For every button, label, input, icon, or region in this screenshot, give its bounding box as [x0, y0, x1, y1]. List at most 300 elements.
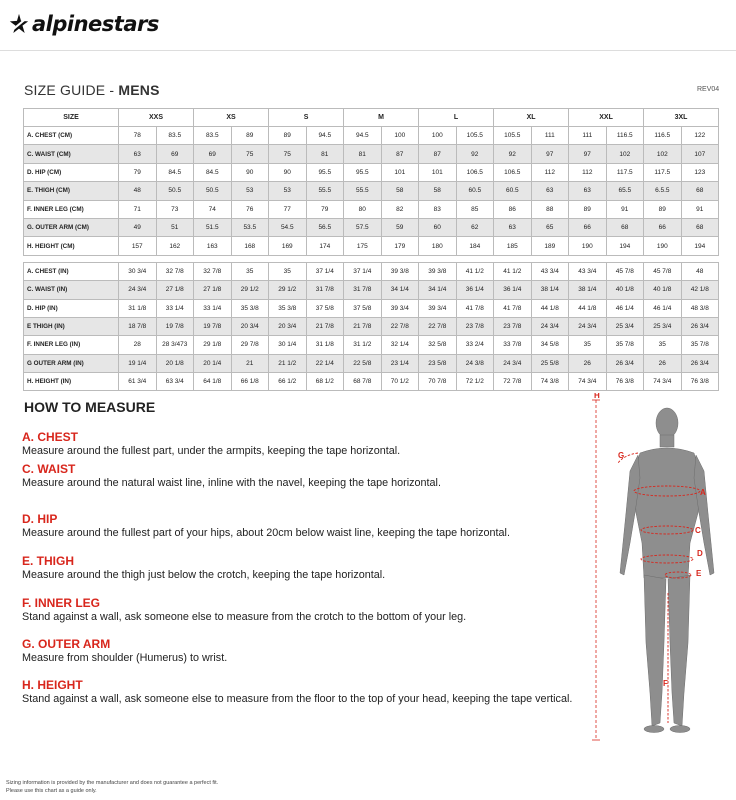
table-cell: 74 3/4	[569, 373, 607, 391]
table-cell: 34 5/8	[531, 336, 569, 354]
row-label: F. INNER LEG (IN)	[24, 336, 119, 354]
table-cell: 50.5	[194, 182, 232, 200]
table-cell: 69	[156, 145, 194, 163]
table-cell: 89	[644, 200, 682, 218]
row-label: G OUTER ARM (IN)	[24, 354, 119, 372]
table-cell: 80	[344, 200, 382, 218]
table-cell: 62	[456, 218, 494, 236]
table-cell: 36 1/4	[456, 281, 494, 299]
table-cell: 40 1/8	[606, 281, 644, 299]
table-cell: 29 1/8	[194, 336, 232, 354]
label-e: E	[696, 569, 702, 578]
size-header-label: SIZE	[24, 109, 119, 127]
table-cell: 63	[531, 182, 569, 200]
table-row	[24, 373, 719, 391]
table-cell: 49	[119, 218, 157, 236]
table-cell: 66 1/2	[269, 373, 307, 391]
table-cell: 19 1/4	[119, 354, 157, 372]
brand-name: alpinestars	[32, 12, 159, 36]
table-cell: 25 5/8	[531, 354, 569, 372]
table-cell: 111	[531, 127, 569, 145]
table-cell: 194	[606, 237, 644, 255]
table-cell: 26	[644, 354, 682, 372]
table-cell: 190	[644, 237, 682, 255]
table-cell: 58	[381, 182, 419, 200]
table-cell: 175	[344, 237, 382, 255]
table-cell: 26 3/4	[606, 354, 644, 372]
table-cell: 20 3/4	[269, 317, 307, 335]
table-cell: 34 1/4	[381, 281, 419, 299]
table-cell: 76 3/8	[681, 373, 719, 391]
table-cell: 22 7/8	[381, 317, 419, 335]
table-cell: 35	[231, 262, 269, 280]
table-cell: 66 1/8	[231, 373, 269, 391]
table-cell: 97	[531, 145, 569, 163]
brand-logo[interactable]	[8, 9, 159, 39]
table-cell: 31 1/2	[344, 336, 382, 354]
table-cell: 89	[569, 200, 607, 218]
table-cell: 68	[681, 218, 719, 236]
size-header-l: L	[419, 109, 494, 127]
table-cell: 39 3/8	[419, 262, 457, 280]
table-cell: 68 1/2	[306, 373, 344, 391]
table-cell: 45 7/8	[606, 262, 644, 280]
table-cell: 40 1/8	[644, 281, 682, 299]
table-cell: 68	[606, 218, 644, 236]
table-cell: 19 7/8	[194, 317, 232, 335]
table-cell: 57.5	[344, 218, 382, 236]
table-cell: 63 3/4	[156, 373, 194, 391]
table-cell: 190	[569, 237, 607, 255]
measure-heading: C. WAIST	[22, 462, 76, 476]
table-cell: 83.5	[194, 127, 232, 145]
row-label: E. THIGH (CM)	[24, 182, 119, 200]
table-cell: 90	[269, 163, 307, 181]
table-cell: 163	[194, 237, 232, 255]
table-cell: 60.5	[494, 182, 532, 200]
how-to-measure-title: HOW TO MEASURE	[24, 399, 156, 415]
table-cell: 21 1/2	[269, 354, 307, 372]
measure-heading: G. OUTER ARM	[22, 637, 111, 651]
measure-description: Measure around the thigh just below the crotch, keeping the tape horizontal.	[22, 569, 386, 581]
table-cell: 29 1/2	[231, 281, 269, 299]
measure-heading: F. INNER LEG	[22, 596, 101, 610]
table-cell: 174	[306, 237, 344, 255]
table-cell: 61 3/4	[119, 373, 157, 391]
measure-description: Measure around the natural waist line, inline with the navel, keeping the tape horizontal.	[22, 477, 441, 489]
table-cell: 100	[381, 127, 419, 145]
table-cell: 39 3/4	[381, 299, 419, 317]
table-cell: 21 7/8	[306, 317, 344, 335]
table-cell: 60.5	[456, 182, 494, 200]
size-header-s: S	[269, 109, 344, 127]
table-cell: 68	[681, 182, 719, 200]
table-cell: 76	[231, 200, 269, 218]
table-row	[24, 182, 719, 200]
measure-item	[22, 678, 572, 706]
table-cell: 68 7/8	[344, 373, 382, 391]
table-cell: 75	[231, 145, 269, 163]
measure-heading: E. THIGH	[22, 554, 75, 568]
table-cell: 48	[681, 262, 719, 280]
label-a: A	[700, 488, 706, 497]
table-cell: 41 1/2	[494, 262, 532, 280]
table-cell: 31 1/8	[306, 336, 344, 354]
label-f: F	[663, 679, 668, 688]
measure-heading: A. CHEST	[22, 430, 79, 444]
table-cell: 48	[119, 182, 157, 200]
table-cell: 66	[569, 218, 607, 236]
table-cell: 94.5	[306, 127, 344, 145]
table-cell: 84.5	[156, 163, 194, 181]
table-cell: 45 7/8	[644, 262, 682, 280]
star-logo-icon	[8, 13, 30, 35]
table-cell: 81	[344, 145, 382, 163]
table-cell: 70 1/2	[381, 373, 419, 391]
table-cell: 116.5	[606, 127, 644, 145]
table-cell: 123	[681, 163, 719, 181]
table-cell: 23 7/8	[494, 317, 532, 335]
table-cell: 38 1/4	[531, 281, 569, 299]
table-cell: 65	[531, 218, 569, 236]
row-label: C. WAIST (IN)	[24, 281, 119, 299]
measure-item	[22, 554, 385, 582]
table-cell: 30 3/4	[119, 262, 157, 280]
table-cell: 24 3/4	[494, 354, 532, 372]
table-cell: 82	[381, 200, 419, 218]
table-cell: 37 5/8	[344, 299, 382, 317]
table-cell: 35	[269, 262, 307, 280]
table-cell: 25 3/4	[606, 317, 644, 335]
table-cell: 107	[681, 145, 719, 163]
measure-description: Measure from shoulder (Humerus) to wrist.	[22, 652, 228, 664]
table-cell: 106.5	[456, 163, 494, 181]
table-cell: 74 3/4	[644, 373, 682, 391]
table-cell: 21	[231, 354, 269, 372]
table-cell: 185	[494, 237, 532, 255]
table-cell: 72 7/8	[494, 373, 532, 391]
measure-item	[22, 637, 227, 665]
table-cell: 91	[606, 200, 644, 218]
table-cell: 43 3/4	[531, 262, 569, 280]
row-label: A. CHEST (CM)	[24, 127, 119, 145]
table-cell: 83.5	[156, 127, 194, 145]
table-cell: 94.5	[344, 127, 382, 145]
table-cell: 53.5	[231, 218, 269, 236]
table-cell: 84.5	[194, 163, 232, 181]
table-cell: 89	[269, 127, 307, 145]
table-cell: 34 1/4	[419, 281, 457, 299]
table-cell: 71	[119, 200, 157, 218]
table-cell: 46 1/4	[644, 299, 682, 317]
table-cell: 35	[644, 336, 682, 354]
label-d: D	[697, 549, 703, 558]
table-cell: 21 7/8	[344, 317, 382, 335]
table-cell: 27 1/8	[194, 281, 232, 299]
measure-description: Measure around the fullest part, under the armpits, keeping the tape horizontal.	[22, 445, 401, 457]
table-cell: 35 7/8	[681, 336, 719, 354]
table-cell: 38 1/4	[569, 281, 607, 299]
table-cell: 20 1/4	[194, 354, 232, 372]
table-cell: 184	[456, 237, 494, 255]
table-cell: 29 7/8	[231, 336, 269, 354]
table-cell: 22 7/8	[419, 317, 457, 335]
table-cell: 63	[119, 145, 157, 163]
table-cell: 117.5	[644, 163, 682, 181]
table-cell: 90	[231, 163, 269, 181]
table-cell: 86	[494, 200, 532, 218]
table-cell: 97	[569, 145, 607, 163]
measure-description: Measure around the fullest part of your hips, about 20cm below waist line, keeping the tape horizontal.	[22, 527, 510, 539]
table-cell: 35 3/8	[231, 299, 269, 317]
table-cell: 73	[156, 200, 194, 218]
table-cell: 79	[119, 163, 157, 181]
table-cell: 27 1/8	[156, 281, 194, 299]
table-cell: 24 3/4	[119, 281, 157, 299]
table-cell: 74 3/8	[531, 373, 569, 391]
table-cell: 63	[494, 218, 532, 236]
table-cell: 168	[231, 237, 269, 255]
table-cell: 162	[156, 237, 194, 255]
table-cell: 180	[419, 237, 457, 255]
table-cell: 70 7/8	[419, 373, 457, 391]
table-cell: 35 7/8	[606, 336, 644, 354]
table-cell: 51	[156, 218, 194, 236]
table-cell: 59	[381, 218, 419, 236]
table-cell: 24 3/4	[531, 317, 569, 335]
table-cell: 31 7/8	[344, 281, 382, 299]
table-cell: 18 7/8	[119, 317, 157, 335]
body-measurement-figure	[588, 393, 733, 743]
table-cell: 41 1/2	[456, 262, 494, 280]
table-cell: 24 3/8	[456, 354, 494, 372]
table-cell: 28 3/473	[156, 336, 194, 354]
table-cell: 30 1/4	[269, 336, 307, 354]
row-label: D. HIP (IN)	[24, 299, 119, 317]
table-row	[24, 281, 719, 299]
table-cell: 42 1/8	[681, 281, 719, 299]
table-cell: 26 3/4	[681, 354, 719, 372]
table-cell: 48 3/8	[681, 299, 719, 317]
table-cell: 76 3/8	[606, 373, 644, 391]
table-cell: 88	[531, 200, 569, 218]
table-cell: 66	[644, 218, 682, 236]
footer-line-1: Sizing information is provided by the manufacturer and does not guarantee a perfect fit.	[6, 780, 219, 786]
size-header-3xl: 3XL	[644, 109, 719, 127]
table-cell: 92	[494, 145, 532, 163]
table-cell: 116.5	[644, 127, 682, 145]
measure-heading: D. HIP	[22, 512, 58, 526]
table-cell: 112	[531, 163, 569, 181]
table-cell: 37 1/4	[306, 262, 344, 280]
size-header-xxl: XXL	[569, 109, 644, 127]
table-cell: 54.5	[269, 218, 307, 236]
table-cell: 32 5/8	[419, 336, 457, 354]
table-cell: 32 7/8	[194, 262, 232, 280]
table-cell: 75	[269, 145, 307, 163]
table-cell: 55.5	[344, 182, 382, 200]
row-label: D. HIP (CM)	[24, 163, 119, 181]
table-cell: 53	[231, 182, 269, 200]
table-cell: 32 1/4	[381, 336, 419, 354]
table-cell: 41 7/8	[494, 299, 532, 317]
table-cell: 46 1/4	[606, 299, 644, 317]
table-cell: 179	[381, 237, 419, 255]
table-row	[24, 145, 719, 163]
measure-item	[22, 596, 466, 624]
table-cell: 87	[381, 145, 419, 163]
table-cell: 78	[119, 127, 157, 145]
table-row	[24, 127, 719, 145]
table-cell: 105.5	[494, 127, 532, 145]
table-cell: 95.5	[306, 163, 344, 181]
size-table	[23, 108, 719, 391]
table-cell: 194	[681, 237, 719, 255]
row-label: F. INNER LEG (CM)	[24, 200, 119, 218]
table-cell: 31 1/8	[119, 299, 157, 317]
table-cell: 102	[644, 145, 682, 163]
table-cell: 37 1/4	[344, 262, 382, 280]
table-cell: 39 3/8	[381, 262, 419, 280]
size-header-row	[24, 109, 719, 127]
measure-description: Stand against a wall, ask someone else to measure from the floor to the top of your head, keeping the tape vertical.	[22, 693, 573, 705]
table-cell: 23 1/4	[381, 354, 419, 372]
table-cell: 79	[306, 200, 344, 218]
table-cell: 35	[569, 336, 607, 354]
table-cell: 33 2/4	[456, 336, 494, 354]
size-header-xl: XL	[494, 109, 569, 127]
row-label: E THIGH (IN)	[24, 317, 119, 335]
table-cell: 65.5	[606, 182, 644, 200]
table-cell: 55.5	[306, 182, 344, 200]
revision-label: REV04	[697, 86, 720, 93]
table-cell: 35 3/8	[269, 299, 307, 317]
label-c: C	[695, 526, 701, 535]
size-header-xs: XS	[194, 109, 269, 127]
table-cell: 169	[269, 237, 307, 255]
table-cell: 101	[419, 163, 457, 181]
table-cell: 33 1/4	[194, 299, 232, 317]
table-cell: 111	[569, 127, 607, 145]
table-cell: 23 7/8	[456, 317, 494, 335]
table-cell: 6.5.5	[644, 182, 682, 200]
table-row	[24, 317, 719, 335]
table-row	[24, 218, 719, 236]
table-cell: 50.5	[156, 182, 194, 200]
table-cell: 77	[269, 200, 307, 218]
table-cell: 26	[569, 354, 607, 372]
measure-description: Stand against a wall, ask someone else to measure from the crotch to the bottom of your leg.	[22, 611, 467, 623]
table-cell: 64 1/8	[194, 373, 232, 391]
table-row	[24, 299, 719, 317]
size-header-m: M	[344, 109, 419, 127]
table-cell: 74	[194, 200, 232, 218]
table-row	[24, 336, 719, 354]
table-cell: 56.5	[306, 218, 344, 236]
table-cell: 100	[419, 127, 457, 145]
table-row	[24, 237, 719, 255]
table-cell: 85	[456, 200, 494, 218]
table-cell: 105.5	[456, 127, 494, 145]
row-label: A. CHEST (IN)	[24, 262, 119, 280]
table-cell: 26 3/4	[681, 317, 719, 335]
header-divider	[0, 50, 736, 51]
row-label: C. WAIST (CM)	[24, 145, 119, 163]
row-label: H. HEIGHT (IN)	[24, 373, 119, 391]
table-cell: 69	[194, 145, 232, 163]
measure-item	[22, 430, 400, 458]
table-cell: 92	[456, 145, 494, 163]
table-cell: 20 3/4	[231, 317, 269, 335]
label-g: G	[618, 451, 625, 460]
table-cell: 81	[306, 145, 344, 163]
table-spacer	[24, 255, 719, 262]
table-row	[24, 200, 719, 218]
table-cell: 44 1/8	[569, 299, 607, 317]
size-header-xxs: XXS	[119, 109, 194, 127]
table-cell: 122	[681, 127, 719, 145]
table-cell: 83	[419, 200, 457, 218]
table-cell: 36 1/4	[494, 281, 532, 299]
table-cell: 33 7/8	[494, 336, 532, 354]
footer-line-2: Please use this chart as a guide only.	[6, 788, 97, 794]
table-cell: 51.5	[194, 218, 232, 236]
table-cell: 24 3/4	[569, 317, 607, 335]
table-cell: 89	[231, 127, 269, 145]
table-cell: 41 7/8	[456, 299, 494, 317]
page-title: SIZE GUIDE - MENS	[24, 82, 160, 98]
table-cell: 117.5	[606, 163, 644, 181]
measure-item	[22, 462, 441, 490]
table-cell: 31 7/8	[306, 281, 344, 299]
table-cell: 58	[419, 182, 457, 200]
table-cell: 22 1/4	[306, 354, 344, 372]
table-cell: 22 5/8	[344, 354, 382, 372]
table-cell: 44 1/8	[531, 299, 569, 317]
table-row	[24, 262, 719, 280]
table-cell: 23 5/8	[419, 354, 457, 372]
table-row	[24, 354, 719, 372]
table-cell: 29 1/2	[269, 281, 307, 299]
table-cell: 189	[531, 237, 569, 255]
table-cell: 53	[269, 182, 307, 200]
row-label: H. HEIGHT (CM)	[24, 237, 119, 255]
measure-heading: H. HEIGHT	[22, 678, 83, 692]
table-row	[24, 163, 719, 181]
table-cell: 63	[569, 182, 607, 200]
footer-disclaimer	[6, 779, 218, 795]
table-cell: 37 5/8	[306, 299, 344, 317]
table-cell: 102	[606, 145, 644, 163]
table-cell: 60	[419, 218, 457, 236]
table-cell: 19 7/8	[156, 317, 194, 335]
measure-item	[22, 512, 510, 540]
table-cell: 72 1/2	[456, 373, 494, 391]
row-label: G. OUTER ARM (CM)	[24, 218, 119, 236]
table-cell: 33 1/4	[156, 299, 194, 317]
table-cell: 157	[119, 237, 157, 255]
table-cell: 20 1/8	[156, 354, 194, 372]
table-cell: 25 3/4	[644, 317, 682, 335]
table-cell: 39 3/4	[419, 299, 457, 317]
table-cell: 87	[419, 145, 457, 163]
table-cell: 112	[569, 163, 607, 181]
table-cell: 95.5	[344, 163, 382, 181]
table-cell: 91	[681, 200, 719, 218]
label-h: H	[594, 393, 600, 400]
table-cell: 28	[119, 336, 157, 354]
table-cell: 32 7/8	[156, 262, 194, 280]
